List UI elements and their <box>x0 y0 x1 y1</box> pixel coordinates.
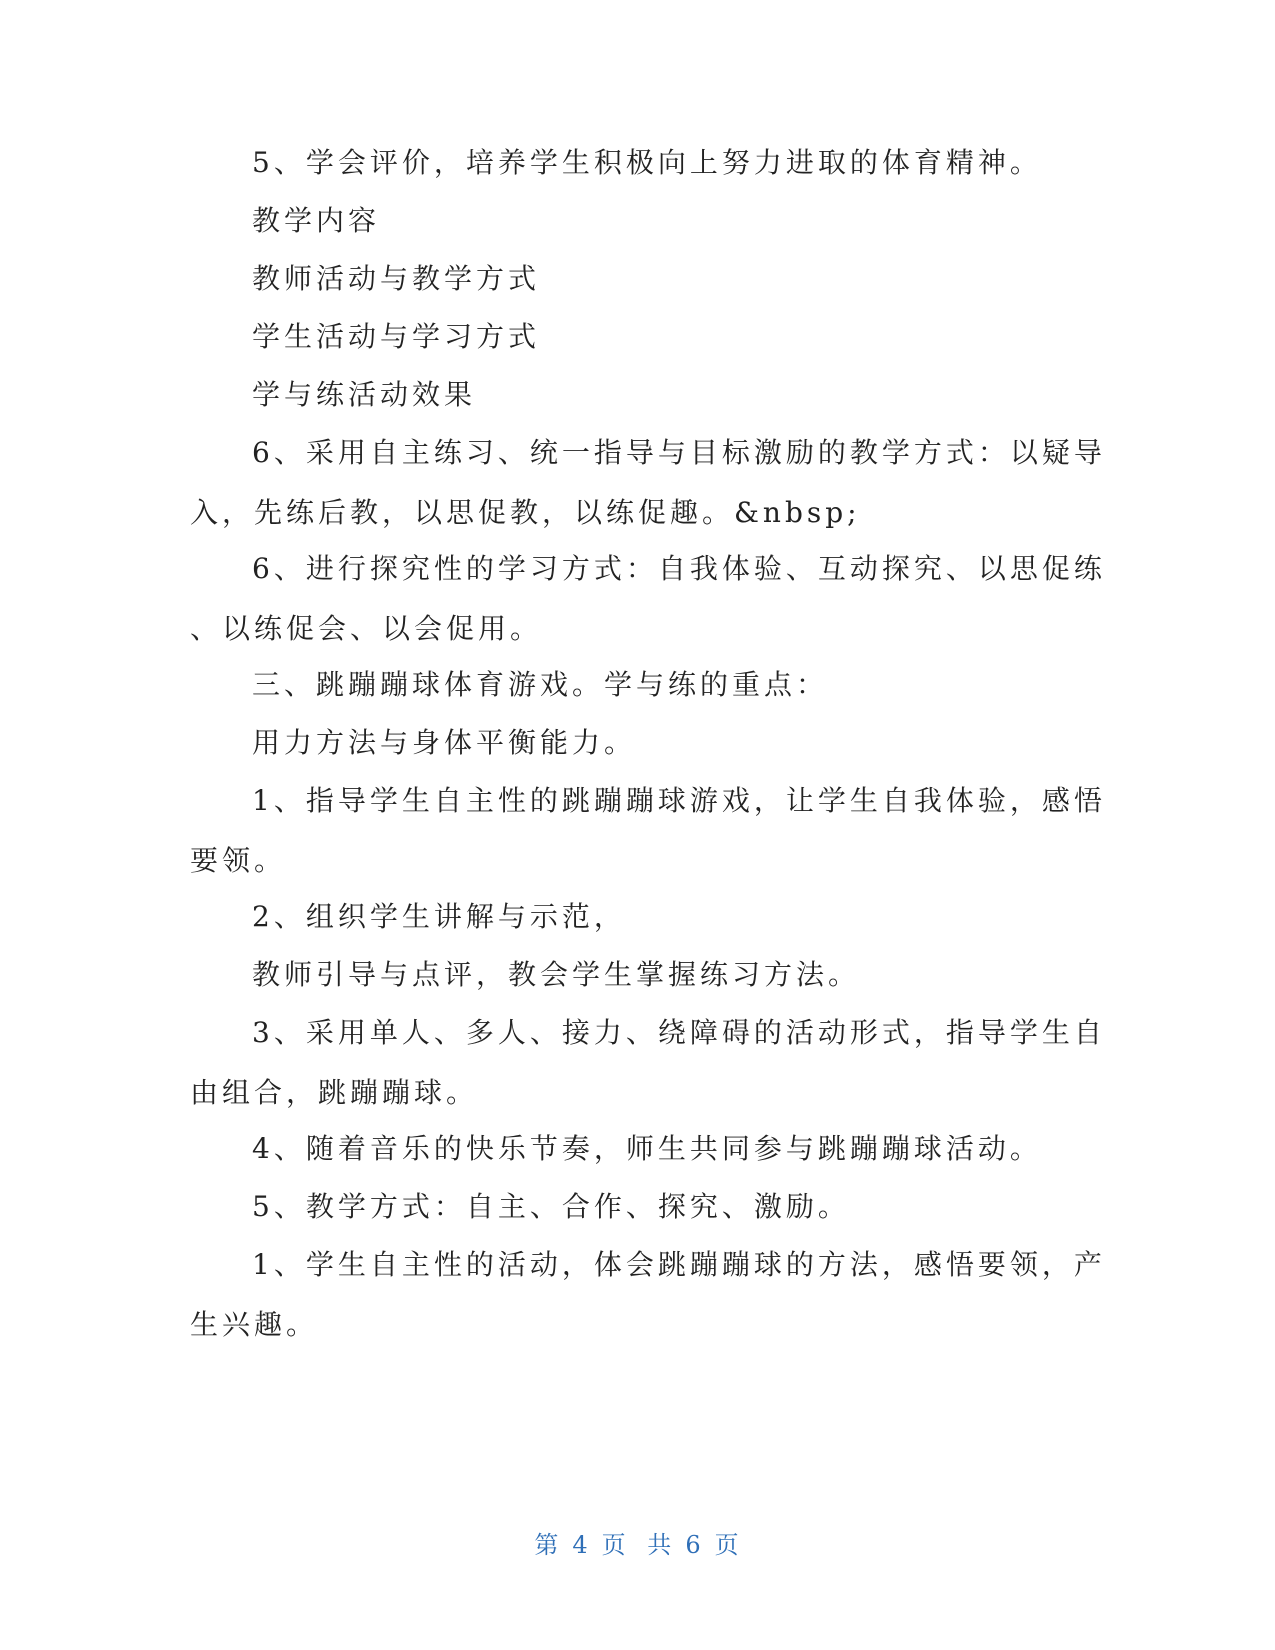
paragraph <box>190 1177 1090 1237</box>
paragraph <box>190 423 1106 543</box>
paragraph-line: 2、组织学生讲解与示范， <box>252 900 626 933</box>
paragraph <box>190 771 1106 891</box>
paragraph-line: 教师活动与教学方式 <box>252 262 541 295</box>
paragraph-line: 用力方法与身体平衡能力。 <box>252 726 637 759</box>
paragraph <box>190 365 1090 425</box>
paragraph <box>190 249 1090 309</box>
paragraph <box>190 1119 1090 1179</box>
paragraph <box>190 191 1090 251</box>
page-footer <box>0 1525 1275 1560</box>
paragraph-line: 6、进行探究性的学习方式：自我体验、互动探究、以思促练 <box>252 552 1106 585</box>
paragraph-line: 由组合，跳蹦蹦球。 <box>190 1076 479 1109</box>
paragraph <box>190 713 1090 773</box>
paragraph-line: 学与练活动效果 <box>252 378 477 411</box>
paragraph-line: 教学内容 <box>252 204 381 237</box>
footer-middle: 页 共 <box>601 1531 674 1559</box>
paragraph <box>190 1235 1106 1355</box>
paragraph-line: 、以练促会、以会促用。 <box>190 612 543 645</box>
paragraph-line: 1、学生自主性的活动，体会跳蹦蹦球的方法，感悟要领，产 <box>252 1248 1106 1281</box>
paragraph-line: 4、随着音乐的快乐节奏，师生共同参与跳蹦蹦球活动。 <box>252 1132 1042 1165</box>
footer-suffix: 页 <box>714 1531 741 1559</box>
paragraph-line: 三、跳蹦蹦球体育游戏。学与练的重点： <box>252 668 829 701</box>
paragraph-line: 5、学会评价，培养学生积极向上努力进取的体育精神。 <box>252 146 1042 179</box>
paragraph <box>190 887 1090 947</box>
paragraph <box>190 307 1090 367</box>
paragraph-line: 学生活动与学习方式 <box>252 320 541 353</box>
footer-prefix: 第 <box>534 1531 561 1559</box>
paragraph <box>190 655 1090 715</box>
paragraph-line: 入，先练后教，以思促教，以练促趣。&nbsp; <box>190 496 861 529</box>
paragraph-line: 5、教学方式：自主、合作、探究、激励。 <box>252 1190 850 1223</box>
paragraph-line: 生兴趣。 <box>190 1308 319 1341</box>
paragraph-line: 6、采用自主练习、统一指导与目标激励的教学方式：以疑导 <box>252 436 1106 469</box>
current-page-number: 4 <box>572 1531 590 1559</box>
paragraph-line: 教师引导与点评，教会学生掌握练习方法。 <box>252 958 861 991</box>
paragraph-line: 1、指导学生自主性的跳蹦蹦球游戏，让学生自我体验，感悟 <box>252 784 1106 817</box>
paragraph <box>190 133 1090 193</box>
total-pages-number: 6 <box>685 1531 703 1559</box>
paragraph <box>190 945 1090 1005</box>
paragraph-line: 3、采用单人、多人、接力、绕障碍的活动形式，指导学生自 <box>252 1016 1106 1049</box>
paragraph-line: 要领。 <box>190 844 287 877</box>
paragraph <box>190 1003 1106 1123</box>
paragraph <box>190 539 1106 659</box>
